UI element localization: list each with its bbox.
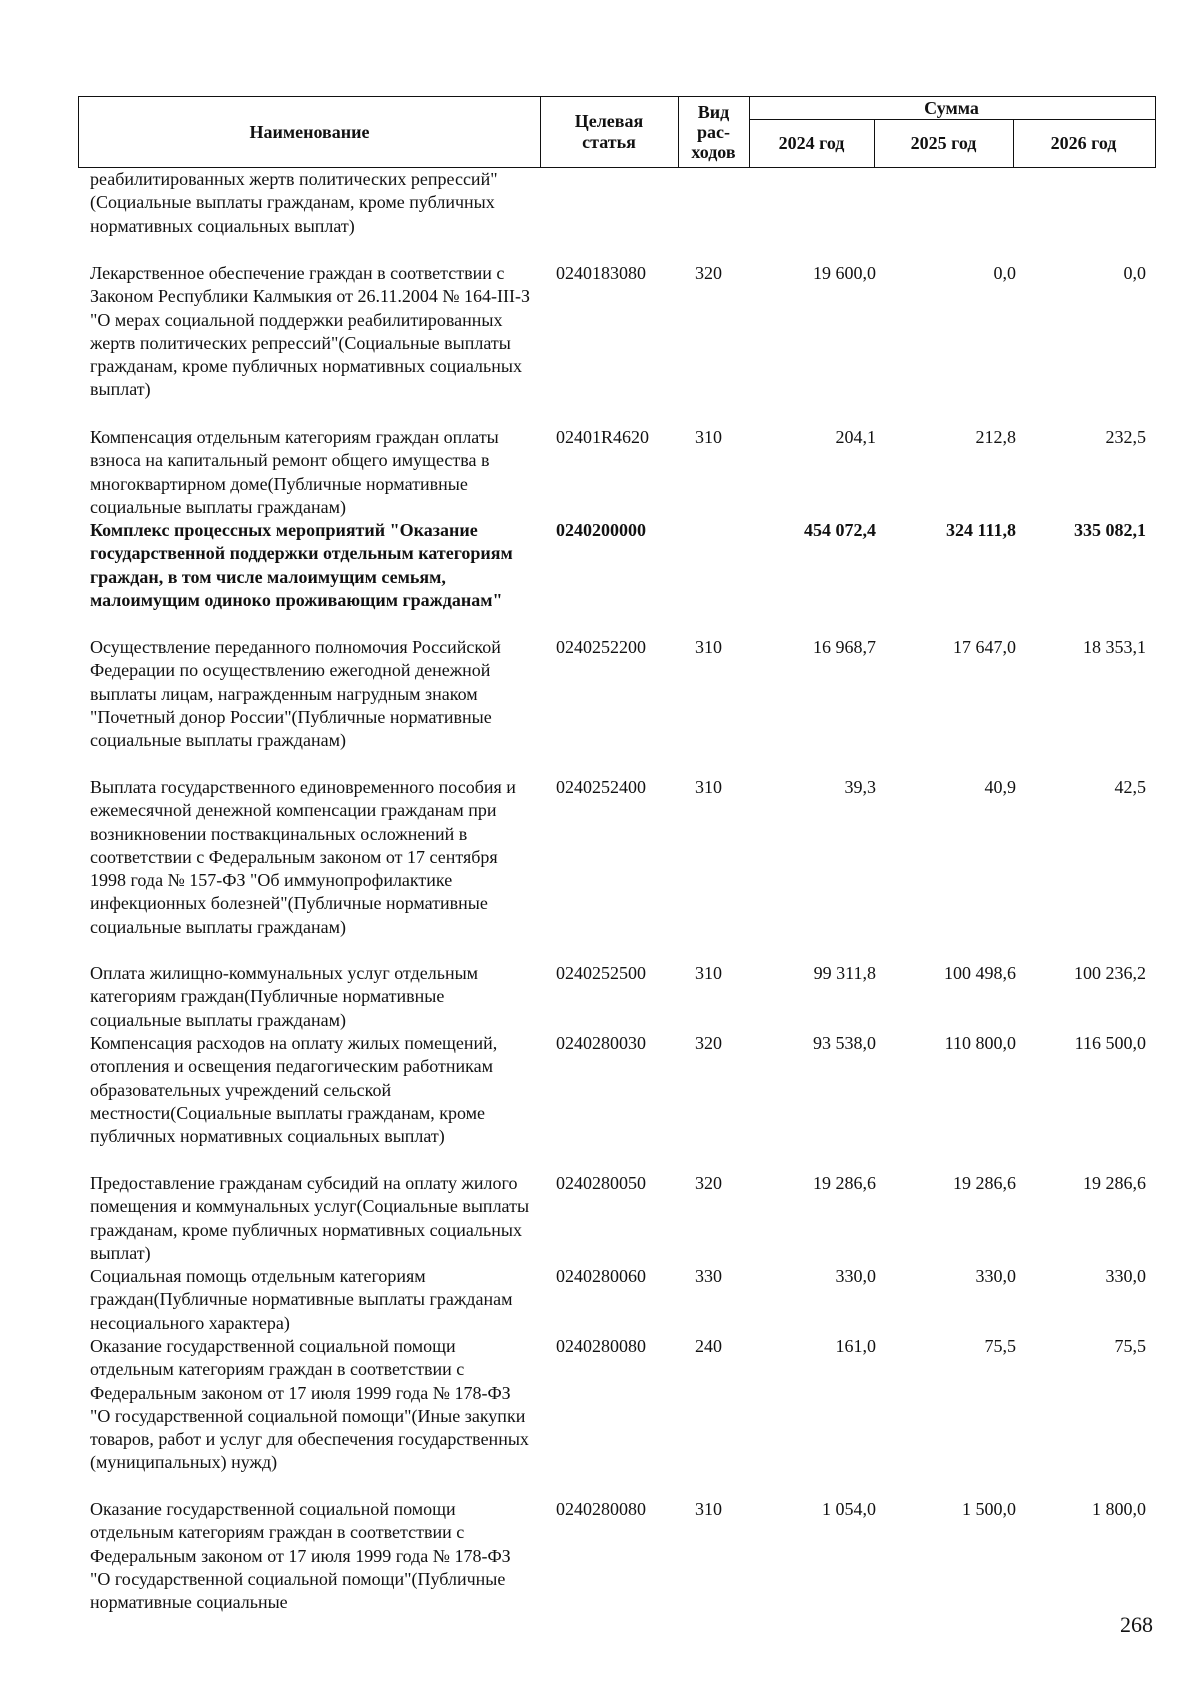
row-value-2025: 330,0: [975, 1266, 1016, 1286]
row-vid: 310: [695, 963, 722, 983]
header-name-text: Наименование: [249, 121, 370, 142]
row-value-2025: 40,9: [984, 777, 1016, 797]
header-2025-text: 2025 год: [910, 132, 977, 153]
header-2025: [874, 119, 1013, 167]
row-vid: 320: [695, 1173, 722, 1193]
header-vid: [678, 97, 749, 167]
row-name: Компенсация расходов на оплату жилых помещений, отопления и освещения педагогическим работникам образовательных учреждений сельской местности(Социальные выплаты гражданам, кроме публичных нормативных социальных выплат): [90, 1033, 498, 1147]
row-vid: 310: [695, 637, 722, 657]
row-value-2024: 161,0: [835, 1336, 876, 1356]
row-vid: 310: [695, 427, 722, 447]
row-vid: 310: [695, 777, 722, 797]
row-vid: 240: [695, 1336, 722, 1356]
row-name: Предоставление гражданам субсидий на оплату жилого помещения и коммунальных услуг(Социальные выплаты гражданам, кроме публичных нормативных социальных выплат): [90, 1173, 530, 1263]
row-value-2025: 0,0: [993, 263, 1016, 283]
header-summa-text: Сумма: [924, 97, 979, 118]
row-value-2026: 335 082,1: [1074, 520, 1146, 540]
header-2026-text: 2026 год: [1050, 132, 1117, 153]
header-vid-line3: ходов: [691, 142, 736, 162]
row-value-2025: 212,8: [975, 427, 1016, 447]
row-code: 0240252500: [556, 963, 646, 983]
row-value-2026: 18 353,1: [1083, 637, 1146, 657]
row-value-2025: 75,5: [984, 1336, 1016, 1356]
row-code: 0240280030: [556, 1033, 646, 1053]
row-name: Оказание государственной социальной помощи отдельным категориям граждан в соответствии с Федеральным законом от 17 июля 1999 года № 178-ФЗ "О государственной социальной помощи"(Публичные нормативные социальные: [90, 1499, 511, 1613]
row-value-2025: 110 800,0: [944, 1033, 1016, 1053]
row-value-2024: 204,1: [835, 427, 876, 447]
row-code: 0240183080: [556, 263, 646, 283]
table-header: [78, 96, 1156, 168]
row-name: Компенсация отдельным категориям граждан оплаты взноса на капитальный ремонт общего имущества в многоквартирном доме(Публичные нормативные социальные выплаты гражданам): [90, 427, 499, 517]
row-value-2026: 1 800,0: [1092, 1499, 1146, 1519]
row-value-2025: 1 500,0: [962, 1499, 1016, 1519]
row-code: 0240200000: [556, 520, 646, 540]
row-value-2025: 100 498,6: [944, 963, 1016, 983]
row-value-2026: 19 286,6: [1083, 1173, 1146, 1193]
row-value-2024: 93 538,0: [813, 1033, 876, 1053]
header-2026: [1013, 119, 1154, 167]
row-value-2024: 16 968,7: [813, 637, 876, 657]
row-value-2026: 100 236,2: [1074, 963, 1146, 983]
header-2024: [749, 119, 874, 167]
row-value-2026: 116 500,0: [1074, 1033, 1146, 1053]
header-2024-text: 2024 год: [778, 132, 845, 153]
header-name: [79, 97, 540, 167]
row-code: 0240252200: [556, 637, 646, 657]
row-code: 0240280080: [556, 1499, 646, 1519]
row-value-2026: 75,5: [1114, 1336, 1146, 1356]
row-code: 0240252400: [556, 777, 646, 797]
row-value-2024: 19 600,0: [813, 263, 876, 283]
header-code: [540, 97, 678, 167]
row-value-2024: 1 054,0: [822, 1499, 876, 1519]
page-number: 268: [1120, 1612, 1153, 1637]
row-value-2026: 232,5: [1105, 427, 1146, 447]
row-vid: 310: [695, 1499, 722, 1519]
row-value-2025: 19 286,6: [953, 1173, 1016, 1193]
header-vid-line2: рас-: [697, 122, 730, 142]
row-name: Осуществление переданного полномочия Российской Федерации по осуществлению ежегодной денежной выплаты лицам, награжденным нагрудным знаком "Почетный донор России"(Публичные нормативные социальные выплаты гражданам): [90, 637, 501, 751]
row-name: Оказание государственной социальной помощи отдельным категориям граждан в соответствии с Федеральным законом от 17 июля 1999 года № 178-ФЗ "О государственной социальной помощи"(Иные закупки товаров, работ и услуг для обеспечения государственных (муниципальных) нужд): [90, 1336, 529, 1473]
row-value-2026: 0,0: [1123, 263, 1146, 283]
row-value-2024: 99 311,8: [813, 963, 876, 983]
row-vid: 320: [695, 1033, 722, 1053]
row-value-2024: 39,3: [844, 777, 876, 797]
header-vid-line1: Вид: [697, 102, 730, 122]
row-code: 02401R4620: [556, 427, 650, 447]
row-value-2026: 42,5: [1114, 777, 1146, 797]
row-vid: 330: [695, 1266, 722, 1286]
header-summa: [749, 97, 1154, 119]
row-name: Оплата жилищно-коммунальных услуг отдельным категориям граждан(Публичные нормативные социальные выплаты гражданам): [90, 963, 479, 1030]
row-name: Комплекс процессных мероприятий "Оказание государственной поддержки отдельным категориям граждан, в том числе малоимущим семьям, малоимущим одиноко проживающим гражданам": [90, 520, 513, 610]
row-name: реабилитированных жертв политических репрессий"(Социальные выплаты гражданам, кроме публичных нормативных социальных выплат): [90, 169, 498, 236]
row-name: Социальная помощь отдельным категориям граждан(Публичные нормативные выплаты гражданам несоциального характера): [90, 1266, 513, 1333]
row-value-2025: 324 111,8: [945, 520, 1016, 540]
row-name: Лекарственное обеспечение граждан в соответствии с Законом Республики Калмыкия от 26.11.2004 № 164-III-З "О мерах социальной поддержки реабилитированных жертв политических репрессий"(Социальные выплаты гражданам, кроме публичных нормативных социальных выплат): [90, 263, 530, 400]
row-value-2025: 17 647,0: [953, 637, 1016, 657]
row-code: 0240280060: [556, 1266, 646, 1286]
row-name: Выплата государственного единовременного пособия и ежемесячной денежной компенсации гражданам при возникновении поствакцинальных осложнений в соответствии с Федеральным законом от 17 сентября 1998 года № 157-ФЗ "Об иммунопрофилактике инфекционных болезней"(Публичные нормативные социальные выплаты гражданам): [90, 777, 516, 937]
header-code-text: Целевая статья: [574, 111, 644, 152]
row-code: 0240280080: [556, 1336, 646, 1356]
row-vid: 320: [695, 263, 722, 283]
row-value-2026: 330,0: [1105, 1266, 1146, 1286]
row-code: 0240280050: [556, 1173, 646, 1193]
row-value-2024: 330,0: [835, 1266, 876, 1286]
row-value-2024: 454 072,4: [804, 520, 876, 540]
row-value-2024: 19 286,6: [813, 1173, 876, 1193]
